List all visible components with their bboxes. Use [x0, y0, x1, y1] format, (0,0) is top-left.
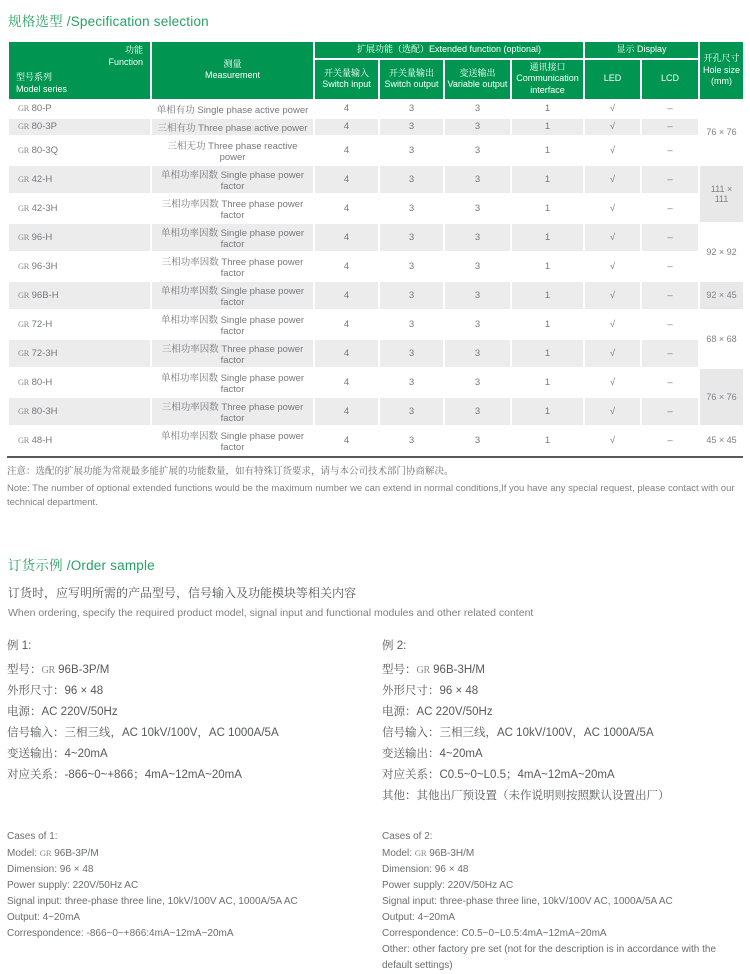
- example-line: 电源：AC 220V/50Hz: [382, 705, 493, 718]
- value-cell-5: –: [641, 252, 699, 281]
- spec-table: [7, 40, 745, 456]
- brand-mark: GR: [41, 664, 55, 676]
- brand-mark: GR: [18, 290, 29, 300]
- value-cell-4: √: [584, 368, 641, 397]
- hole-size-cell: 92 × 92: [699, 223, 744, 281]
- value-cell-1: 3: [379, 281, 444, 310]
- value-cell-2: 3: [444, 100, 511, 118]
- model-cell: GR 72-H: [8, 310, 151, 339]
- brand-mark: GR: [18, 406, 29, 416]
- brand-mark: GR: [18, 122, 29, 132]
- corner-model-series-label: 型号系列 Model series: [16, 72, 68, 95]
- table-row: [8, 310, 744, 339]
- measurement-cell: 单相功率因数 Single phase power factor: [151, 368, 314, 397]
- case-2: [382, 829, 743, 974]
- value-cell-4: √: [584, 310, 641, 339]
- spec-table-body: [8, 100, 744, 455]
- value-cell-2: 3: [444, 118, 511, 136]
- case-line: Signal input: three-phase three line, 10kV/100V AC, 1000A/5A AC: [382, 895, 673, 907]
- value-cell-2: 3: [444, 397, 511, 426]
- order-intro-en: When ordering, specify the required product model, signal input and functional modules and other related content: [8, 606, 534, 619]
- example-line: 型号：GR 96B-3H/M: [382, 663, 485, 676]
- measurement-cell: 单相功率因数 Single phase power factor: [151, 165, 314, 194]
- examples-columns: [7, 637, 743, 807]
- value-cell-2: 3: [444, 339, 511, 368]
- value-cell-5: –: [641, 426, 699, 455]
- display-group-header: 显示 Display: [584, 41, 699, 59]
- value-cell-1: 3: [379, 136, 444, 165]
- value-cell-0: 4: [314, 100, 379, 118]
- brand-mark: GR: [18, 261, 29, 271]
- value-cell-1: 3: [379, 368, 444, 397]
- case-line: Signal input: three-phase three line, 10kV/100V AC, 1000A/5A AC: [7, 895, 298, 907]
- brand-mark: GR: [18, 174, 29, 184]
- model-cell: GR 80-3Q: [8, 136, 151, 165]
- value-cell-1: 3: [379, 100, 444, 118]
- table-row: [8, 339, 744, 368]
- example-line: 型号：GR 96B-3P/M: [7, 663, 110, 676]
- value-cell-5: –: [641, 368, 699, 397]
- case-line: Correspondence: -866~0~+866:4mA~12mA~20mA: [7, 927, 234, 939]
- value-cell-3: 1: [511, 368, 584, 397]
- sub-header-4: LED: [584, 59, 641, 100]
- case-line: Power supply: 220V/50Hz AC: [382, 879, 514, 891]
- brand-mark: GR: [18, 348, 29, 358]
- value-cell-0: 4: [314, 281, 379, 310]
- value-cell-2: 3: [444, 165, 511, 194]
- value-cell-0: 4: [314, 426, 379, 455]
- example-line: 外形尺寸：96 × 48: [7, 684, 104, 697]
- value-cell-2: 3: [444, 426, 511, 455]
- sub-header-5: LCD: [641, 59, 699, 100]
- model-cell: GR 42-H: [8, 165, 151, 194]
- value-cell-4: √: [584, 136, 641, 165]
- brand-mark: GR: [18, 104, 29, 114]
- value-cell-0: 4: [314, 252, 379, 281]
- value-cell-4: √: [584, 252, 641, 281]
- brand-mark: GR: [18, 232, 29, 242]
- value-cell-3: 1: [511, 194, 584, 223]
- value-cell-4: √: [584, 194, 641, 223]
- value-cell-1: 3: [379, 310, 444, 339]
- value-cell-2: 3: [444, 310, 511, 339]
- value-cell-5: –: [641, 136, 699, 165]
- sub-header-1: 开关量输出 Switch output: [379, 59, 444, 100]
- example-line: 电源：AC 220V/50Hz: [7, 705, 118, 718]
- model-cell: GR 96-3H: [8, 252, 151, 281]
- brand-mark: GR: [18, 377, 29, 387]
- hole-size-cell: 111 × 111: [699, 165, 744, 223]
- value-cell-5: –: [641, 118, 699, 136]
- value-cell-4: √: [584, 165, 641, 194]
- order-section-title: 订货示例 /Order sample: [8, 557, 155, 573]
- measurement-cell: 单相功率因数 Single phase power factor: [151, 310, 314, 339]
- model-cell: GR 48-H: [8, 426, 151, 455]
- model-cell: GR 42-3H: [8, 194, 151, 223]
- model-cell: GR 80-P: [8, 100, 151, 118]
- value-cell-3: 1: [511, 165, 584, 194]
- value-cell-2: 3: [444, 368, 511, 397]
- value-cell-1: 3: [379, 165, 444, 194]
- case-line: Dimension: 96 × 48: [382, 863, 469, 875]
- example-1: [7, 637, 382, 807]
- example-line: 变送输出：4~20mA: [7, 747, 108, 760]
- value-cell-1: 3: [379, 223, 444, 252]
- value-cell-4: √: [584, 339, 641, 368]
- corner-function-label: 功能 Function: [108, 45, 143, 67]
- value-cell-4: √: [584, 100, 641, 118]
- value-cell-1: 3: [379, 397, 444, 426]
- measurement-header: 测量 Measurement: [151, 41, 314, 100]
- brand-mark: GR: [416, 664, 430, 676]
- value-cell-4: √: [584, 118, 641, 136]
- measurement-cell: 单相功率因数 Single phase power factor: [151, 281, 314, 310]
- value-cell-2: 3: [444, 281, 511, 310]
- value-cell-5: –: [641, 339, 699, 368]
- value-cell-3: 1: [511, 252, 584, 281]
- case-title: Cases of 2:: [382, 830, 433, 842]
- measurement-cell: 三相功率因数 Three phase power factor: [151, 194, 314, 223]
- value-cell-0: 4: [314, 397, 379, 426]
- case-line: Power supply: 220V/50Hz AC: [7, 879, 139, 891]
- hole-size-cell: 76 × 76: [699, 368, 744, 426]
- spec-table-wrap: [7, 40, 743, 458]
- measurement-cell: 三相无功 Three phase reactive power: [151, 136, 314, 165]
- corner-header-cell: [8, 41, 151, 100]
- table-row: [8, 136, 744, 165]
- example-line: 外形尺寸：96 × 48: [382, 684, 479, 697]
- case-line: Output: 4~20mA: [382, 911, 456, 923]
- hole-size-cell: 92 × 45: [699, 281, 744, 310]
- value-cell-3: 1: [511, 100, 584, 118]
- case-line: Model: GR 96B-3P/M: [7, 847, 99, 859]
- model-cell: GR 80-3P: [8, 118, 151, 136]
- measurement-cell: 三相有功 Three phase active power: [151, 118, 314, 136]
- measurement-cell: 三相功率因数 Three phase power factor: [151, 397, 314, 426]
- table-row: [8, 223, 744, 252]
- value-cell-0: 4: [314, 368, 379, 397]
- table-row: [8, 426, 744, 455]
- value-cell-2: 3: [444, 194, 511, 223]
- value-cell-3: 1: [511, 118, 584, 136]
- value-cell-1: 3: [379, 118, 444, 136]
- sub-header-0: 开关量输入 Switch input: [314, 59, 379, 100]
- hole-size-cell: 45 × 45: [699, 426, 744, 455]
- value-cell-4: √: [584, 397, 641, 426]
- value-cell-5: –: [641, 310, 699, 339]
- value-cell-3: 1: [511, 136, 584, 165]
- value-cell-3: 1: [511, 426, 584, 455]
- measurement-cell: 单相有功 Single phase active power: [151, 100, 314, 118]
- value-cell-0: 4: [314, 136, 379, 165]
- table-row: [8, 165, 744, 194]
- value-cell-1: 3: [379, 252, 444, 281]
- note-zh: 注意：选配的扩展功能为常规最多能扩展的功能数量，如有特殊订货要求，请与本公司技术部门协商解决。: [7, 465, 454, 477]
- brand-mark: GR: [18, 145, 29, 155]
- measurement-cell: 三相功率因数 Three phase power factor: [151, 339, 314, 368]
- value-cell-3: 1: [511, 397, 584, 426]
- value-cell-0: 4: [314, 165, 379, 194]
- case-line: Output: 4~20mA: [7, 911, 81, 923]
- table-row: [8, 100, 744, 118]
- value-cell-4: √: [584, 281, 641, 310]
- table-row: [8, 118, 744, 136]
- case-line: Model: GR 96B-3H/M: [382, 847, 475, 859]
- table-row: [8, 368, 744, 397]
- measurement-cell: 单相功率因数 Single phase power factor: [151, 426, 314, 455]
- table-row: [8, 194, 744, 223]
- case-1: [7, 829, 382, 974]
- extended-function-group-header: 扩展功能（选配）Extended function (optional): [314, 41, 584, 59]
- value-cell-3: 1: [511, 281, 584, 310]
- value-cell-5: –: [641, 281, 699, 310]
- table-row: [8, 252, 744, 281]
- table-row: [8, 397, 744, 426]
- model-cell: GR 96-H: [8, 223, 151, 252]
- value-cell-0: 4: [314, 310, 379, 339]
- brand-mark: GR: [18, 435, 29, 445]
- sub-header-3: 通讯接口 Communication interface: [511, 59, 584, 100]
- model-cell: GR 96B-H: [8, 281, 151, 310]
- value-cell-5: –: [641, 100, 699, 118]
- value-cell-5: –: [641, 165, 699, 194]
- value-cell-4: √: [584, 223, 641, 252]
- value-cell-0: 4: [314, 223, 379, 252]
- value-cell-3: 1: [511, 223, 584, 252]
- value-cell-0: 4: [314, 194, 379, 223]
- brand-mark: GR: [18, 319, 29, 329]
- example-line: 信号输入：三相三线，AC 10kV/100V，AC 1000A/5A: [382, 726, 654, 739]
- example-line: 对应关系：-866~0~+866；4mA~12mA~20mA: [7, 768, 242, 781]
- value-cell-3: 1: [511, 310, 584, 339]
- note-en: Note: The number of optional extended functions would be the maximum number we can extend in normal conditions,If you have any special request, please contact with our technical department.: [7, 483, 735, 508]
- example-line: 信号输入：三相三线，AC 10kV/100V，AC 1000A/5A: [7, 726, 279, 739]
- value-cell-0: 4: [314, 118, 379, 136]
- example-line: 其他：其他出厂预设置（未作说明则按照默认设置出厂）: [382, 789, 670, 802]
- value-cell-1: 3: [379, 339, 444, 368]
- value-cell-5: –: [641, 223, 699, 252]
- example-line: 对应关系：C0.5~0~L0.5；4mA~12mA~20mA: [382, 768, 615, 781]
- case-line: Correspondence: C0.5~0~L0.5:4mA~12mA~20mA: [382, 927, 607, 939]
- hole-size-cell: 76 × 76: [699, 100, 744, 165]
- brand-mark: GR: [18, 203, 29, 213]
- value-cell-3: 1: [511, 339, 584, 368]
- value-cell-5: –: [641, 194, 699, 223]
- cases-columns: [7, 829, 743, 974]
- hole-size-cell: 68 × 68: [699, 310, 744, 368]
- value-cell-0: 4: [314, 339, 379, 368]
- value-cell-2: 3: [444, 252, 511, 281]
- order-sample-section: [7, 554, 743, 974]
- case-line: Dimension: 96 × 48: [7, 863, 94, 875]
- sub-header-2: 变送输出 Variable output: [444, 59, 511, 100]
- example-title: 例 2:: [382, 639, 407, 652]
- model-cell: GR 72-3H: [8, 339, 151, 368]
- value-cell-2: 3: [444, 223, 511, 252]
- brand-mark: GR: [39, 847, 52, 858]
- brand-mark: GR: [414, 847, 427, 858]
- model-cell: GR 80-3H: [8, 397, 151, 426]
- spec-section-title: 规格选型 /Specification selection: [8, 14, 209, 29]
- order-intro-zh: 订货时，应写明所需的产品型号，信号输入及功能模块等相关内容: [8, 585, 357, 600]
- measurement-cell: 单相功率因数 Single phase power factor: [151, 223, 314, 252]
- value-cell-2: 3: [444, 136, 511, 165]
- value-cell-5: –: [641, 397, 699, 426]
- value-cell-1: 3: [379, 194, 444, 223]
- hole-size-header: 开孔尺寸 Hole size (mm): [699, 41, 744, 100]
- example-2: [382, 637, 743, 807]
- case-line: Other: other factory pre set (not for the description is in accordance with the default settings): [382, 943, 717, 971]
- table-row: [8, 281, 744, 310]
- example-line: 变送输出：4~20mA: [382, 747, 483, 760]
- measurement-cell: 三相功率因数 Three phase power factor: [151, 252, 314, 281]
- model-cell: GR 80-H: [8, 368, 151, 397]
- value-cell-1: 3: [379, 426, 444, 455]
- value-cell-4: √: [584, 426, 641, 455]
- example-title: 例 1:: [7, 639, 32, 652]
- case-title: Cases of 1:: [7, 830, 58, 842]
